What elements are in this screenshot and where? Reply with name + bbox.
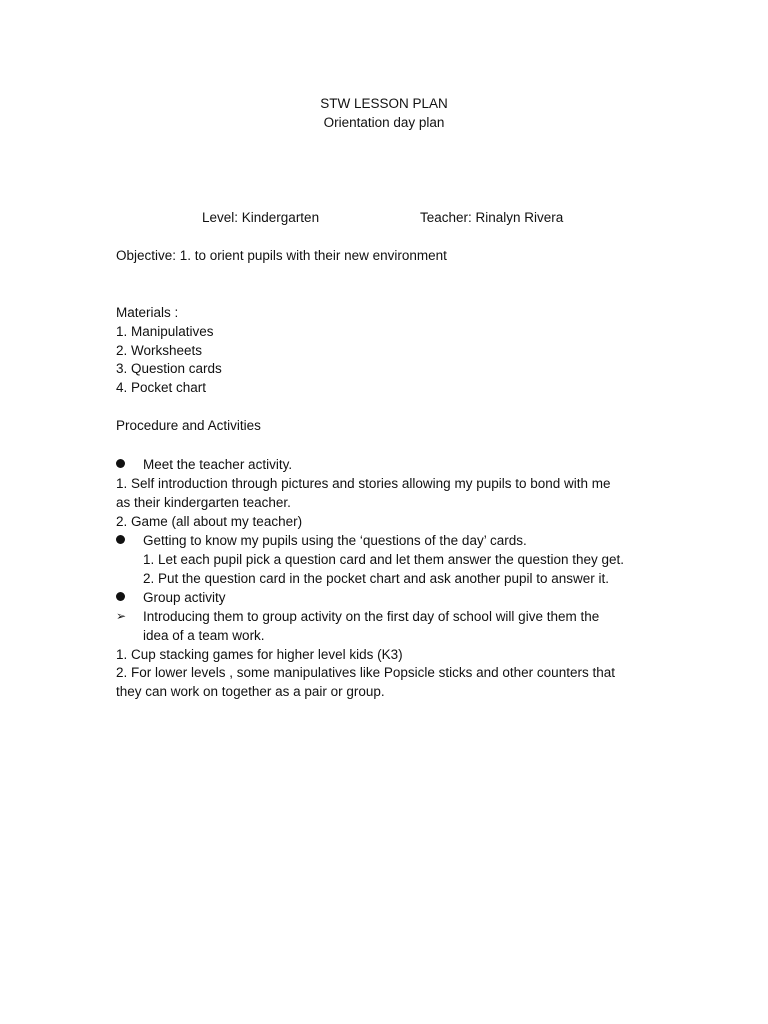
bullet-item: Meet the teacher activity. <box>143 457 293 472</box>
materials-item: 2. Worksheets <box>116 343 203 358</box>
bullet-item: Getting to know my pupils using the ‘questions of the day’ cards. <box>143 533 527 548</box>
materials-heading: Materials : <box>116 305 179 320</box>
sub-step: 1. Let each pupil pick a question card and let them answer the question they get. <box>143 552 625 567</box>
group-activity-item: 1. Cup stacking games for higher level kids (K3) <box>116 647 403 662</box>
document-title: STW LESSON PLAN <box>320 96 448 111</box>
arrow-item: idea of a team work. <box>143 628 265 643</box>
arrow-item: Introducing them to group activity on the first day of school will give them the <box>143 609 600 624</box>
document-subtitle: Orientation day plan <box>323 115 445 130</box>
bullet-icon <box>116 592 125 601</box>
bullet-icon <box>116 459 125 468</box>
procedure-step: as their kindergarten teacher. <box>116 495 291 510</box>
teacher-text: Teacher: Rinalyn Rivera <box>420 210 564 225</box>
arrow-bullet-icon: ➢ <box>116 609 127 623</box>
procedure-heading: Procedure and Activities <box>116 418 261 433</box>
group-activity-item: they can work on together as a pair or group. <box>116 684 385 699</box>
materials-item: 3. Question cards <box>116 361 222 376</box>
objective-text: Objective: 1. to orient pupils with their new environment <box>116 248 447 263</box>
procedure-step: 2. Game (all about my teacher) <box>116 514 303 529</box>
materials-item: 1. Manipulatives <box>116 324 214 339</box>
level-text: Level: Kindergarten <box>202 210 320 225</box>
procedure-step: 1. Self introduction through pictures and stories allowing my pupils to bond with me <box>116 476 611 491</box>
bullet-item: Group activity <box>143 590 226 605</box>
materials-item: 4. Pocket chart <box>116 380 207 395</box>
group-activity-item: 2. For lower levels , some manipulatives like Popsicle sticks and other counters that <box>116 665 615 680</box>
sub-step: 2. Put the question card in the pocket chart and ask another pupil to answer it. <box>143 571 610 586</box>
bullet-icon <box>116 535 125 544</box>
